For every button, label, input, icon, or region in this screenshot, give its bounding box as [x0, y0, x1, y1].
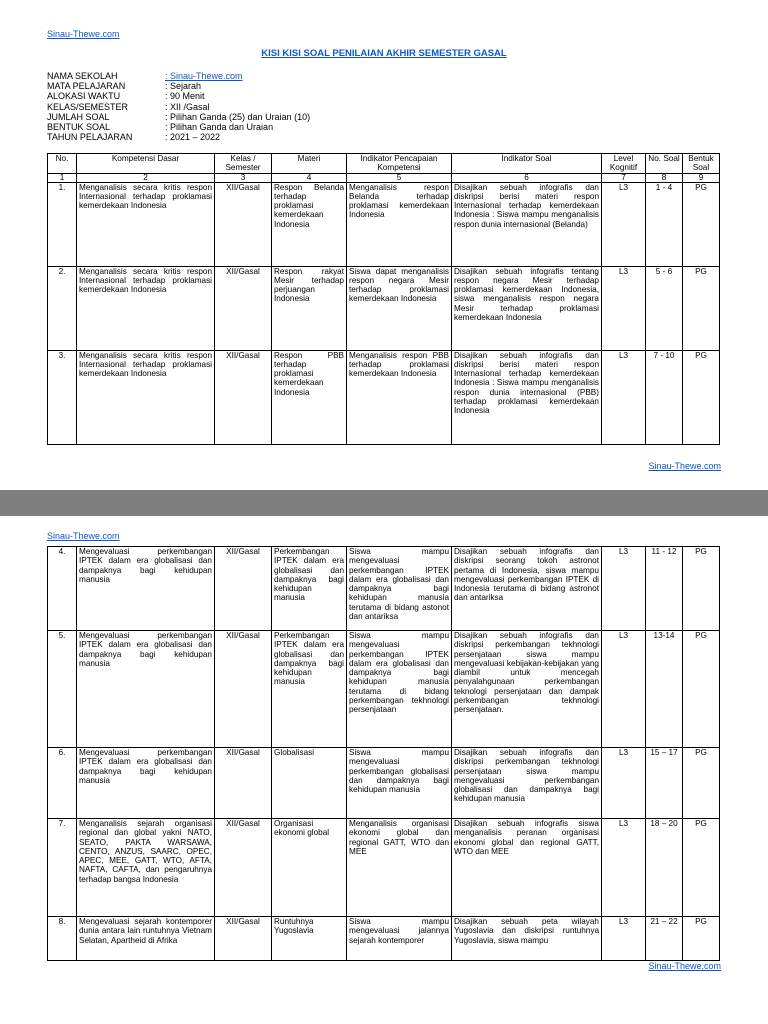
info-value: : 2021 – 2022	[165, 132, 221, 143]
cell-kompetensi-dasar: Mengevaluasi sejarah kontemporer dunia antara lain runtuhnya Vietnam Selatan, Apartheid di Afrika	[77, 917, 215, 961]
header-indikator-soal: Indikator Soal	[452, 154, 602, 174]
cell-level-kognitif: L3	[602, 917, 646, 961]
info-value: : Pilihan Ganda (25) dan Uraian (10)	[165, 111, 311, 122]
cell-kelas-semester: XII/Gasal	[215, 631, 272, 748]
cell-materi: Organisasi ekonomi global	[272, 819, 347, 917]
cell-level-kognitif: L3	[602, 748, 646, 819]
document-page-2	[0, 516, 768, 1024]
info-row	[47, 122, 310, 132]
cell-indikator-soal: Disajikan sebuah infografis dan diskripsi seorang tokoh astronot pertama di Indonesia, siswa mampu mengevaluasi perkembangan IPTEK di Indonesia terutama di bidang astronot dan antariksa	[452, 547, 602, 631]
cell-bentuk-soal: PG	[683, 266, 720, 350]
cell-indikator-soal: Disajikan sebuah infografis tentang respon negara Mesir terhadap proklamasi kemerdekaan Indonesia, siswa menganalisis respon negara Mesir terhadap proklamasi kemerdekaan Indonesia	[452, 266, 602, 350]
info-label: ALOKASI WAKTU	[47, 91, 121, 102]
cell-indikator-soal: Disajikan sebuah infografis siswa menganalisis peranan organisasi ekonomi global dan regional GATT, WTO dan MEE	[452, 819, 602, 917]
cell-kelas-semester: XII/Gasal	[215, 819, 272, 917]
table-header-row	[48, 154, 720, 174]
cell-indikator-soal: Disajikan sebuah peta wilayah Yugoslavia dan diskripsi runtuhnya Yugoslavia, siswa mampu	[452, 917, 602, 961]
cell-bentuk-soal: PG	[683, 350, 720, 444]
cell-indikator-soal: Disajikan sebuah infografis dan diskripsi perkembangan tekhnologi persenjataan siswa mampu mengevaluasi perkembangan globalisasi dan dampaknya bagi kehidupan manusia	[452, 748, 602, 819]
cell-kompetensi-dasar: Menganalisis secara kritis respon Internasional terhadap proklamasi kemerdekaan Indonesia	[77, 266, 215, 350]
info-row	[47, 81, 310, 91]
kisi-kisi-table-page-1	[47, 153, 720, 445]
header-kelas-semester: Kelas / Semester	[215, 154, 272, 174]
cell-kelas-semester: XII/Gasal	[215, 266, 272, 350]
cell-no-soal: 15 – 17	[646, 748, 683, 819]
table-row	[48, 819, 720, 917]
cell-no-soal: 21 – 22	[646, 917, 683, 961]
cell-indikator-pencapaian: Siswa mampu mengevaluasi perkembangan globalisasi dan dampaknya bagi kehidupan manusia	[347, 748, 452, 819]
cell-no: 7.	[48, 819, 77, 917]
cell-no-soal: 11 - 12	[646, 547, 683, 631]
cell-kelas-semester: XII/Gasal	[215, 182, 272, 266]
header-no-soal: No. Soal	[646, 154, 683, 174]
info-label: NAMA SEKOLAH	[47, 71, 118, 81]
cell-indikator-soal: Disajikan sebuah infografis dan diskripsi berisi materi respon Internasional terhadap kemerdekaan Indonesia : Siswa mampu menganalisis respon dunia internasional (Belanda)	[452, 182, 602, 266]
cell-kelas-semester: XII/Gasal	[215, 547, 272, 631]
cell-indikator-soal: Disajikan sebuah infografis dan diskripsi perkembangan tekhnologi persenjataan siswa mampu mengevaluasi kebijakan-kebijakan yang diambil untuk mencegah penyalahgunaan perkembangan teknologi persenjataan dan dampak perkembangan tekhnologi persenjataan.	[452, 631, 602, 748]
column-number: 1	[48, 173, 77, 182]
cell-materi: Perkembangan IPTEK dalam era globalisasi dan dampaknya bagi kehidupan manusia	[272, 547, 347, 631]
info-row	[47, 112, 310, 122]
column-number: 4	[272, 173, 347, 182]
info-row	[47, 91, 310, 101]
column-number: 2	[77, 173, 215, 182]
column-number: 8	[646, 173, 683, 182]
cell-materi: Perkembangan IPTEK dalam era globalisasi dan dampaknya bagi kehidupan manusia	[272, 631, 347, 748]
info-value: : XII /Gasal	[165, 101, 210, 112]
table-row	[48, 350, 720, 444]
cell-indikator-pencapaian: Menganalisis respon Belanda terhadap proklamasi kemerdekaan Indonesia	[347, 182, 452, 266]
cell-materi: Runtuhnya Yugoslavia	[272, 917, 347, 961]
kisi-kisi-table-page-2	[47, 546, 720, 961]
table-row	[48, 547, 720, 631]
info-block	[47, 71, 310, 142]
cell-indikator-pencapaian: Siswa mampu mengevaluasi perkembangan IPTEK dalam era globalisasi dan dampaknya bagi kehidupan manusia terutama di bidang perkembangan tekhnologi persenjataan	[347, 631, 452, 748]
table-row	[48, 631, 720, 748]
cell-bentuk-soal: PG	[683, 917, 720, 961]
column-number-row	[48, 173, 720, 182]
cell-no-soal: 7 - 10	[646, 350, 683, 444]
header-no: No.	[48, 154, 77, 174]
cell-bentuk-soal: PG	[683, 547, 720, 631]
cell-kompetensi-dasar: Menganalisis sejarah organisasi regional dan global yakni NATO, SEATO, PAKTA WARSAWA, CENTO, ANZUS, SAARC, OPEC, APEC, MEE, GATT, WTO, AFTA, NAFTA, CAFTA, dan pengaruhnya terhadap bangsa Indonesia	[77, 819, 215, 917]
cell-kelas-semester: XII/Gasal	[215, 917, 272, 961]
header-bentuk-soal: Bentuk Soal	[683, 154, 720, 174]
table-row	[48, 748, 720, 819]
info-label: TAHUN PELAJARAN	[47, 132, 133, 143]
cell-no: 8.	[48, 917, 77, 961]
info-value: : Pilihan Ganda dan Uraian	[165, 122, 274, 133]
cell-level-kognitif: L3	[602, 631, 646, 748]
info-row	[47, 71, 310, 81]
cell-kompetensi-dasar: Menganalisis secara kritis respon Internasional terhadap proklamasi kemerdekaan Indonesia	[77, 182, 215, 266]
cell-no-soal: 18 – 20	[646, 819, 683, 917]
cell-level-kognitif: L3	[602, 266, 646, 350]
table-row	[48, 182, 720, 266]
info-row	[47, 102, 310, 112]
cell-indikator-pencapaian: Menganalisis organisasi ekonomi global dan regional GATT, WTO dan MEE	[347, 819, 452, 917]
cell-no-soal: 5 - 6	[646, 266, 683, 350]
table-row	[48, 266, 720, 350]
cell-kompetensi-dasar: Mengevaluasi perkembangan IPTEK dalam era globalisasi dan dampaknya bagi kehidupan manusia	[77, 748, 215, 819]
cell-materi: Globalisasi	[272, 748, 347, 819]
info-label: KELAS/SEMESTER	[47, 101, 129, 112]
cell-kelas-semester: XII/Gasal	[215, 748, 272, 819]
cell-no: 5.	[48, 631, 77, 748]
table-row	[48, 917, 720, 961]
cell-materi: Respon Belanda terhadap proklamasi kemerdekaan Indonesia	[272, 182, 347, 266]
cell-bentuk-soal: PG	[683, 631, 720, 748]
document-title: KISI KISI SOAL PENILAIAN AKHIR SEMESTER GASAL	[261, 48, 507, 59]
column-number: 5	[347, 173, 452, 182]
cell-kompetensi-dasar: Menganalisis secara kritis respon Internasional terhadap proklamasi kemerdekaan Indonesia	[77, 350, 215, 444]
info-row	[47, 132, 310, 142]
header-kompetensi-dasar: Kompetensi Dasar	[77, 154, 215, 174]
cell-no: 4.	[48, 547, 77, 631]
cell-kompetensi-dasar: Mengevaluasi perkembangan IPTEK dalam era globalisasi dan dampaknya bagi kehidupan manusia	[77, 631, 215, 748]
cell-indikator-pencapaian: Menganalisis respon PBB terhadap proklamasi kemerdekaan Indonesia	[347, 350, 452, 444]
site-link-bottom[interactable]: Sinau-Thewe.com	[648, 961, 721, 971]
cell-materi: Respon rakyat Mesir terhadap perjuangan Indonesia	[272, 266, 347, 350]
cell-no: 2.	[48, 266, 77, 350]
cell-indikator-pencapaian: Siswa dapat menganalisis respon negara Mesir terhadap proklamasi kemerdekaan Indonesia	[347, 266, 452, 350]
cell-bentuk-soal: PG	[683, 819, 720, 917]
cell-kelas-semester: XII/Gasal	[215, 350, 272, 444]
cell-indikator-pencapaian: Siswa mampu mengevaluasi jalannya sejarah kontemporer	[347, 917, 452, 961]
cell-indikator-pencapaian: Siswa mampu mengevaluasi perkembangan IPTEK dalam era globalisasi dan dampaknya bagi kehidupan manusia terutama di bidang astonot dan antariksa	[347, 547, 452, 631]
info-label: JUMLAH SOAL	[47, 111, 110, 122]
info-label: MATA PELAJARAN	[47, 81, 126, 92]
cell-materi: Respon PBB terhadap proklamasi kemerdekaan Indonesia	[272, 350, 347, 444]
column-number: 9	[683, 173, 720, 182]
cell-no: 3.	[48, 350, 77, 444]
info-value-school[interactable]: : Sinau-Thewe.com	[165, 71, 243, 81]
site-link-top[interactable]: Sinau-Thewe.com	[47, 531, 120, 541]
cell-no: 1.	[48, 182, 77, 266]
cell-no-soal: 13-14	[646, 631, 683, 748]
cell-bentuk-soal: PG	[683, 748, 720, 819]
cell-level-kognitif: L3	[602, 819, 646, 917]
column-number: 7	[602, 173, 646, 182]
cell-bentuk-soal: PG	[683, 182, 720, 266]
info-value: : Sejarah	[165, 81, 202, 92]
document-page-1	[0, 0, 768, 490]
cell-no-soal: 1 - 4	[646, 182, 683, 266]
cell-indikator-soal: Disajikan sebuah infografis dan diskripsi berisi materi respon Internasional terhadap kemerdekaan Indonesia : Siswa mampu menganalisis respon dunia internasional (PBB) terhadap proklamasi kemerdekaan Indonesia	[452, 350, 602, 444]
column-number: 3	[215, 173, 272, 182]
cell-kompetensi-dasar: Mengevaluasi perkembangan IPTEK dalam era globalisasi dan dampaknya bagi kehidupan manusia	[77, 547, 215, 631]
cell-level-kognitif: L3	[602, 547, 646, 631]
header-level-kognitif: Level Kognitif	[602, 154, 646, 174]
cell-level-kognitif: L3	[602, 182, 646, 266]
site-link-top[interactable]: Sinau-Thewe.com	[47, 29, 120, 39]
cell-level-kognitif: L3	[602, 350, 646, 444]
header-materi: Materi	[272, 154, 347, 174]
cell-no: 6.	[48, 748, 77, 819]
info-label: BENTUK SOAL	[47, 122, 111, 133]
header-indikator-pencapaian: Indikator Pencapaian Kompetensi	[347, 154, 452, 174]
column-number: 6	[452, 173, 602, 182]
site-link-bottom[interactable]: Sinau-Thewe.com	[648, 461, 721, 471]
info-value: : 90 Menit	[165, 91, 205, 102]
